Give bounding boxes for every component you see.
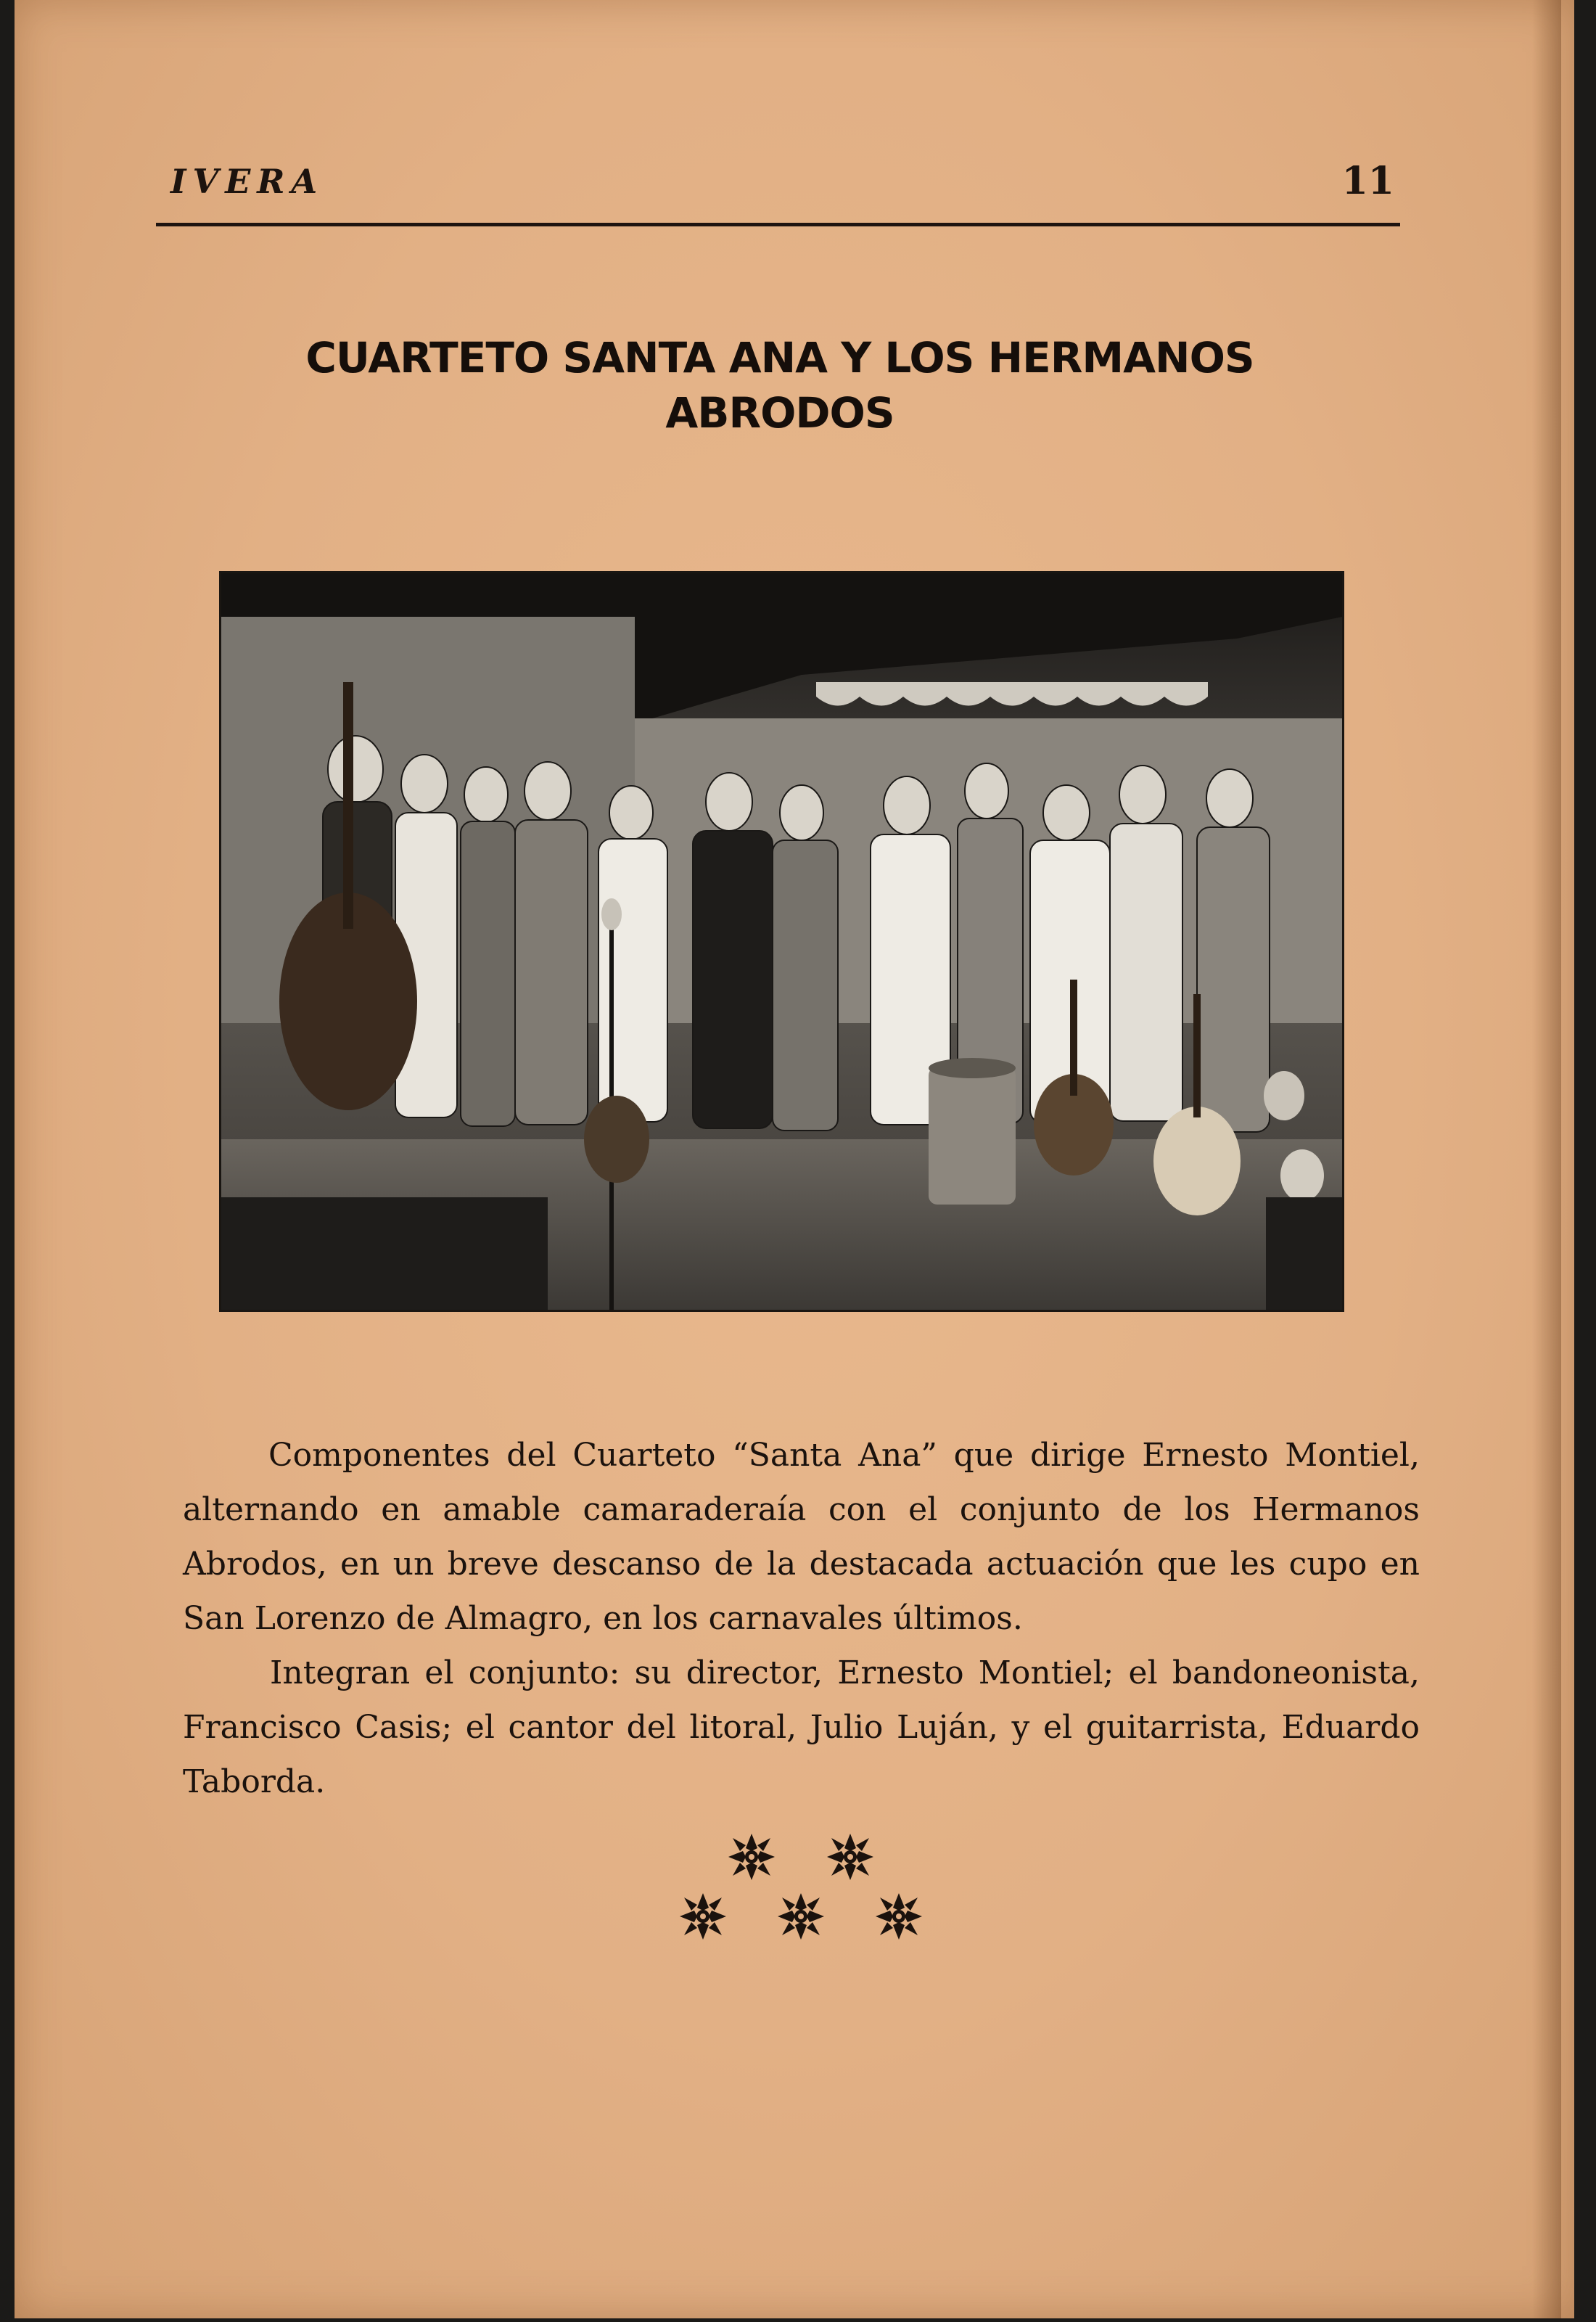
flower-icon (678, 1892, 728, 1941)
flower-icon (826, 1832, 875, 1882)
group-photo-image (221, 573, 1342, 1310)
page-edge-shadow (1532, 0, 1561, 2318)
flower-icon (776, 1892, 826, 1941)
page-header (156, 156, 1400, 226)
floral-ornament (675, 1832, 950, 1963)
group-photo (221, 573, 1342, 1310)
paragraph: Componentes del Cuarteto “Santa Ana” que dirige Ernesto Montiel, alternando en amable camaraderaía con el conjunto de los Hermanos Abrodos, en un breve descanso de la destacada actuación que les cupo en San Lorenzo de Almagro, en los carnavales últimos. (183, 1437, 1420, 1637)
running-title: IVERA (170, 162, 324, 201)
article-headline (210, 330, 1349, 440)
magazine-page (15, 0, 1574, 2318)
flower-icon (874, 1892, 924, 1941)
headline-line-2: ABRODOS (665, 388, 894, 438)
paragraph: Integran el conjunto: su director, Ernesto Montiel; el bandoneonista, Francisco Casis; el cantor del litoral, Julio Luján, y el guitarrista, Eduardo Taborda. (183, 1654, 1420, 1800)
article-body (183, 1428, 1420, 1809)
flower-icon (727, 1832, 776, 1882)
headline-line-1: CUARTETO SANTA ANA Y LOS HERMANOS (305, 333, 1254, 382)
page-number: 11 (1341, 159, 1394, 203)
